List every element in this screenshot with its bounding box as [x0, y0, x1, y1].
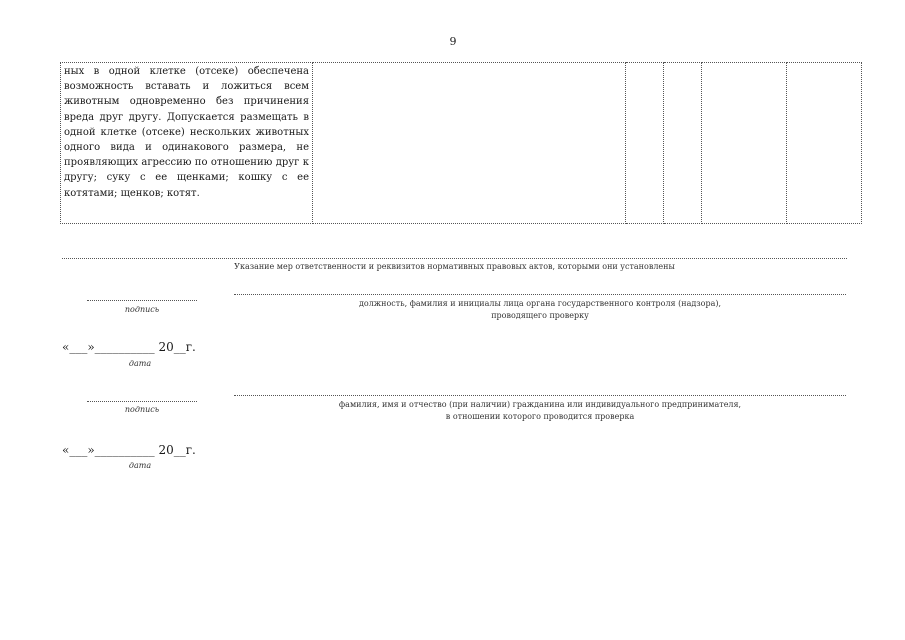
entrepreneur-signature-caption: подпись: [124, 405, 160, 414]
entrepreneur-date: «___»__________ 20__г.: [62, 443, 196, 457]
responsibility-line: [62, 258, 847, 259]
page-number: 9: [449, 35, 457, 48]
requirement-cell: [61, 63, 313, 224]
entrepreneur-name-caption-2: в отношении которого проводится проверка: [445, 412, 635, 421]
inspector-date-caption: дата: [128, 359, 152, 368]
inspector-position-caption: должность, фамилия и инициалы лица органа государственного контроля (надзора),: [358, 299, 722, 308]
table-row: [61, 63, 862, 224]
note-cell: [787, 63, 862, 224]
legal-reference-cell: [313, 63, 626, 224]
answer-no-cell: [664, 63, 702, 224]
entrepreneur-name-caption: фамилия, имя и отчество (при наличии) гражданина или индивидуального предпринимателя,: [338, 400, 742, 409]
requirement-text: ных в одной клетке (отсеке) обеспечена возможность вставать и ложиться всем животным одновременно без причинения вреда друг другу. Допускается размещать в одной клетке (отсеке) нескольких животных одного вида и одинакового размера, не проявляющих агрессию по отношению друг к другу; суку с ее щенками; кошку с ее котятами; щенков; котят.: [64, 66, 309, 199]
not-applicable-cell: [702, 63, 787, 224]
inspector-position-caption-2: проводящего проверку: [491, 311, 589, 320]
entrepreneur-signature-line: [87, 401, 197, 402]
responsibility-caption: Указание мер ответственности и реквизитов нормативных правовых актов, которыми они установлены: [234, 262, 675, 271]
entrepreneur-date-caption: дата: [128, 461, 152, 470]
entrepreneur-name-line: [234, 395, 846, 396]
checklist-table: [60, 62, 862, 224]
inspector-date: «___»__________ 20__г.: [62, 340, 196, 354]
answer-yes-cell: [626, 63, 664, 224]
inspector-signature-caption: подпись: [124, 305, 160, 314]
inspector-position-line: [234, 294, 846, 295]
inspector-signature-line: [87, 300, 197, 301]
